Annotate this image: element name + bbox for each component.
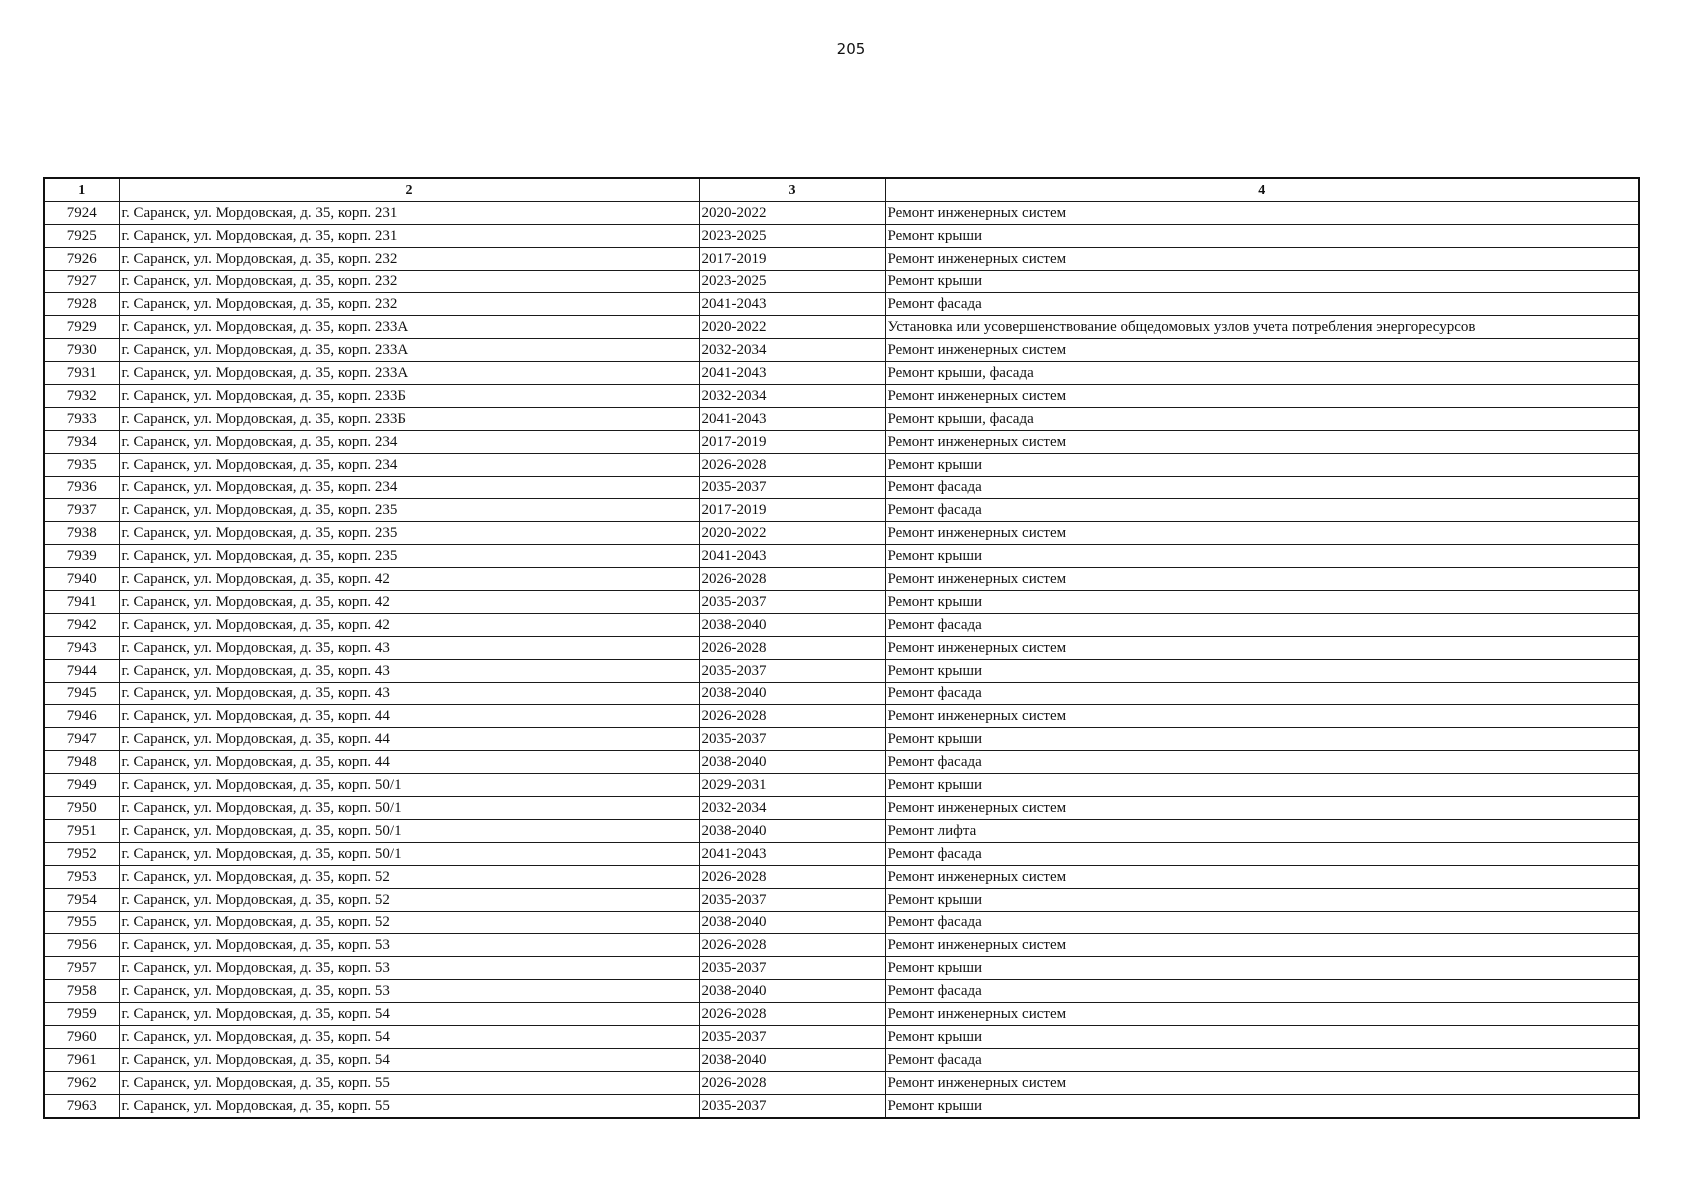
work-type-cell: Ремонт крыши [885,774,1639,797]
work-type-cell: Ремонт фасада [885,751,1639,774]
work-type-cell: Установка или усовершенствование общедомовых узлов учета потребления энергоресурсов [885,316,1639,339]
period-cell: 2035-2037 [699,591,885,614]
row-number-cell: 7926 [44,247,119,270]
period-cell: 2026-2028 [699,865,885,888]
row-number-cell: 7932 [44,385,119,408]
period-cell: 2026-2028 [699,636,885,659]
period-cell: 2035-2037 [699,1025,885,1048]
work-type-cell: Ремонт крыши [885,728,1639,751]
repair-schedule-table [43,177,1640,1119]
work-type-cell: Ремонт инженерных систем [885,430,1639,453]
work-type-cell: Ремонт инженерных систем [885,247,1639,270]
table-row [44,613,1639,636]
work-type-cell: Ремонт крыши [885,224,1639,247]
table-row [44,842,1639,865]
address-cell: г. Саранск, ул. Мордовская, д. 35, корп. 43 [119,659,699,682]
table-row [44,728,1639,751]
address-cell: г. Саранск, ул. Мордовская, д. 35, корп. 232 [119,247,699,270]
row-number-cell: 7934 [44,430,119,453]
row-number-cell: 7953 [44,865,119,888]
work-type-cell: Ремонт инженерных систем [885,865,1639,888]
period-cell: 2032-2034 [699,339,885,362]
row-number-cell: 7935 [44,453,119,476]
address-cell: г. Саранск, ул. Мордовская, д. 35, корп. 50/1 [119,819,699,842]
table-row [44,1094,1639,1117]
table-row [44,888,1639,911]
table-row [44,705,1639,728]
table-row [44,1071,1639,1094]
table-row [44,957,1639,980]
address-cell: г. Саранск, ул. Мордовская, д. 35, корп. 44 [119,728,699,751]
address-cell: г. Саранск, ул. Мордовская, д. 35, корп. 233А [119,316,699,339]
column-header-3: 3 [699,178,885,201]
period-cell: 2035-2037 [699,1094,885,1117]
table-row [44,316,1639,339]
period-cell: 2017-2019 [699,247,885,270]
period-cell: 2020-2022 [699,522,885,545]
work-type-cell: Ремонт фасада [885,476,1639,499]
row-number-cell: 7938 [44,522,119,545]
work-type-cell: Ремонт инженерных систем [885,636,1639,659]
table-row [44,339,1639,362]
row-number-cell: 7959 [44,1003,119,1026]
period-cell: 2038-2040 [699,613,885,636]
row-number-cell: 7924 [44,201,119,224]
period-cell: 2038-2040 [699,911,885,934]
address-cell: г. Саранск, ул. Мордовская, д. 35, корп. 52 [119,911,699,934]
address-cell: г. Саранск, ул. Мордовская, д. 35, корп. 235 [119,522,699,545]
row-number-cell: 7942 [44,613,119,636]
row-number-cell: 7955 [44,911,119,934]
period-cell: 2041-2043 [699,362,885,385]
address-cell: г. Саранск, ул. Мордовская, д. 35, корп. 44 [119,751,699,774]
row-number-cell: 7945 [44,682,119,705]
period-cell: 2038-2040 [699,980,885,1003]
row-number-cell: 7933 [44,407,119,430]
table-row [44,201,1639,224]
address-cell: г. Саранск, ул. Мордовская, д. 35, корп. 50/1 [119,842,699,865]
address-cell: г. Саранск, ул. Мордовская, д. 35, корп. 231 [119,201,699,224]
address-cell: г. Саранск, ул. Мордовская, д. 35, корп. 55 [119,1071,699,1094]
period-cell: 2029-2031 [699,774,885,797]
row-number-cell: 7931 [44,362,119,385]
period-cell: 2041-2043 [699,407,885,430]
address-cell: г. Саранск, ул. Мордовская, д. 35, корп. 234 [119,453,699,476]
period-cell: 2038-2040 [699,1048,885,1071]
address-cell: г. Саранск, ул. Мордовская, д. 35, корп. 53 [119,980,699,1003]
row-number-cell: 7956 [44,934,119,957]
address-cell: г. Саранск, ул. Мордовская, д. 35, корп. 43 [119,636,699,659]
table-row [44,247,1639,270]
work-type-cell: Ремонт фасада [885,1048,1639,1071]
period-cell: 2035-2037 [699,888,885,911]
address-cell: г. Саранск, ул. Мордовская, д. 35, корп. 50/1 [119,774,699,797]
address-cell: г. Саранск, ул. Мордовская, д. 35, корп. 233Б [119,385,699,408]
address-cell: г. Саранск, ул. Мордовская, д. 35, корп. 233А [119,362,699,385]
row-number-cell: 7943 [44,636,119,659]
work-type-cell: Ремонт крыши [885,1094,1639,1117]
row-number-cell: 7957 [44,957,119,980]
row-number-cell: 7930 [44,339,119,362]
page-number: 205 [836,40,866,58]
work-type-cell: Ремонт инженерных систем [885,568,1639,591]
period-cell: 2026-2028 [699,705,885,728]
row-number-cell: 7929 [44,316,119,339]
work-type-cell: Ремонт фасада [885,293,1639,316]
row-number-cell: 7963 [44,1094,119,1117]
row-number-cell: 7927 [44,270,119,293]
table-row [44,797,1639,820]
address-cell: г. Саранск, ул. Мордовская, д. 35, корп. 54 [119,1025,699,1048]
row-number-cell: 7951 [44,819,119,842]
row-number-cell: 7949 [44,774,119,797]
period-cell: 2041-2043 [699,293,885,316]
address-cell: г. Саранск, ул. Мордовская, д. 35, корп. 235 [119,499,699,522]
address-cell: г. Саранск, ул. Мордовская, д. 35, корп. 52 [119,865,699,888]
row-number-cell: 7960 [44,1025,119,1048]
period-cell: 2032-2034 [699,385,885,408]
work-type-cell: Ремонт инженерных систем [885,522,1639,545]
work-type-cell: Ремонт фасада [885,911,1639,934]
address-cell: г. Саранск, ул. Мордовская, д. 35, корп. 231 [119,224,699,247]
address-cell: г. Саранск, ул. Мордовская, д. 35, корп. 55 [119,1094,699,1117]
work-type-cell: Ремонт крыши [885,888,1639,911]
address-cell: г. Саранск, ул. Мордовская, д. 35, корп. 235 [119,545,699,568]
table-row [44,499,1639,522]
work-type-cell: Ремонт крыши [885,957,1639,980]
period-cell: 2035-2037 [699,957,885,980]
table-header [44,178,1639,201]
table-row [44,751,1639,774]
table-row [44,1048,1639,1071]
period-cell: 2038-2040 [699,751,885,774]
work-type-cell: Ремонт инженерных систем [885,1003,1639,1026]
table-row [44,362,1639,385]
period-cell: 2026-2028 [699,568,885,591]
work-type-cell: Ремонт крыши [885,591,1639,614]
row-number-cell: 7948 [44,751,119,774]
table-row [44,774,1639,797]
table-row [44,568,1639,591]
table-row [44,293,1639,316]
work-type-cell: Ремонт фасада [885,682,1639,705]
period-cell: 2041-2043 [699,545,885,568]
table-row [44,224,1639,247]
period-cell: 2035-2037 [699,476,885,499]
row-number-cell: 7958 [44,980,119,1003]
work-type-cell: Ремонт инженерных систем [885,1071,1639,1094]
work-type-cell: Ремонт фасада [885,842,1639,865]
work-type-cell: Ремонт инженерных систем [885,934,1639,957]
period-cell: 2038-2040 [699,682,885,705]
period-cell: 2032-2034 [699,797,885,820]
work-type-cell: Ремонт инженерных систем [885,339,1639,362]
header-row [44,178,1639,201]
work-type-cell: Ремонт инженерных систем [885,385,1639,408]
address-cell: г. Саранск, ул. Мордовская, д. 35, корп. 233А [119,339,699,362]
row-number-cell: 7939 [44,545,119,568]
row-number-cell: 7952 [44,842,119,865]
address-cell: г. Саранск, ул. Мордовская, д. 35, корп. 43 [119,682,699,705]
work-type-cell: Ремонт крыши [885,1025,1639,1048]
table-row [44,385,1639,408]
address-cell: г. Саранск, ул. Мордовская, д. 35, корп. 50/1 [119,797,699,820]
table-row [44,865,1639,888]
work-type-cell: Ремонт крыши [885,659,1639,682]
row-number-cell: 7925 [44,224,119,247]
column-header-2: 2 [119,178,699,201]
period-cell: 2017-2019 [699,499,885,522]
address-cell: г. Саранск, ул. Мордовская, д. 35, корп. 42 [119,568,699,591]
work-type-cell: Ремонт фасада [885,980,1639,1003]
work-type-cell: Ремонт фасада [885,613,1639,636]
table-row [44,682,1639,705]
work-type-cell: Ремонт лифта [885,819,1639,842]
row-number-cell: 7961 [44,1048,119,1071]
work-type-cell: Ремонт фасада [885,499,1639,522]
work-type-cell: Ремонт крыши, фасада [885,362,1639,385]
row-number-cell: 7947 [44,728,119,751]
work-type-cell: Ремонт крыши [885,270,1639,293]
row-number-cell: 7944 [44,659,119,682]
work-type-cell: Ремонт инженерных систем [885,797,1639,820]
table-row [44,980,1639,1003]
period-cell: 2035-2037 [699,728,885,751]
row-number-cell: 7940 [44,568,119,591]
address-cell: г. Саранск, ул. Мордовская, д. 35, корп. 232 [119,270,699,293]
table-row [44,934,1639,957]
address-cell: г. Саранск, ул. Мордовская, д. 35, корп. 42 [119,591,699,614]
row-number-cell: 7954 [44,888,119,911]
address-cell: г. Саранск, ул. Мордовская, д. 35, корп. 234 [119,476,699,499]
period-cell: 2020-2022 [699,316,885,339]
address-cell: г. Саранск, ул. Мордовская, д. 35, корп. 234 [119,430,699,453]
column-header-4: 4 [885,178,1639,201]
row-number-cell: 7950 [44,797,119,820]
address-cell: г. Саранск, ул. Мордовская, д. 35, корп. 53 [119,957,699,980]
address-cell: г. Саранск, ул. Мордовская, д. 35, корп. 53 [119,934,699,957]
table-row [44,659,1639,682]
address-cell: г. Саранск, ул. Мордовская, д. 35, корп. 232 [119,293,699,316]
table-row [44,453,1639,476]
work-type-cell: Ремонт крыши [885,453,1639,476]
work-type-cell: Ремонт крыши [885,545,1639,568]
row-number-cell: 7941 [44,591,119,614]
table-row [44,1025,1639,1048]
table-row [44,1003,1639,1026]
row-number-cell: 7937 [44,499,119,522]
table-row [44,407,1639,430]
column-header-1: 1 [44,178,119,201]
period-cell: 2020-2022 [699,201,885,224]
address-cell: г. Саранск, ул. Мордовская, д. 35, корп. 54 [119,1003,699,1026]
table-row [44,545,1639,568]
period-cell: 2026-2028 [699,1003,885,1026]
address-cell: г. Саранск, ул. Мордовская, д. 35, корп. 52 [119,888,699,911]
table-row [44,819,1639,842]
work-type-cell: Ремонт инженерных систем [885,705,1639,728]
table-row [44,591,1639,614]
address-cell: г. Саранск, ул. Мордовская, д. 35, корп. 44 [119,705,699,728]
row-number-cell: 7946 [44,705,119,728]
period-cell: 2023-2025 [699,224,885,247]
row-number-cell: 7928 [44,293,119,316]
row-number-cell: 7936 [44,476,119,499]
address-cell: г. Саранск, ул. Мордовская, д. 35, корп. 233Б [119,407,699,430]
period-cell: 2035-2037 [699,659,885,682]
work-type-cell: Ремонт инженерных систем [885,201,1639,224]
table-row [44,270,1639,293]
period-cell: 2023-2025 [699,270,885,293]
table-row [44,636,1639,659]
table-body [44,201,1639,1117]
period-cell: 2026-2028 [699,934,885,957]
work-type-cell: Ремонт крыши, фасада [885,407,1639,430]
row-number-cell: 7962 [44,1071,119,1094]
period-cell: 2017-2019 [699,430,885,453]
table-row [44,522,1639,545]
table-row [44,476,1639,499]
table-row [44,430,1639,453]
period-cell: 2026-2028 [699,1071,885,1094]
address-cell: г. Саранск, ул. Мордовская, д. 35, корп. 42 [119,613,699,636]
address-cell: г. Саранск, ул. Мордовская, д. 35, корп. 54 [119,1048,699,1071]
period-cell: 2038-2040 [699,819,885,842]
period-cell: 2041-2043 [699,842,885,865]
period-cell: 2026-2028 [699,453,885,476]
table-row [44,911,1639,934]
